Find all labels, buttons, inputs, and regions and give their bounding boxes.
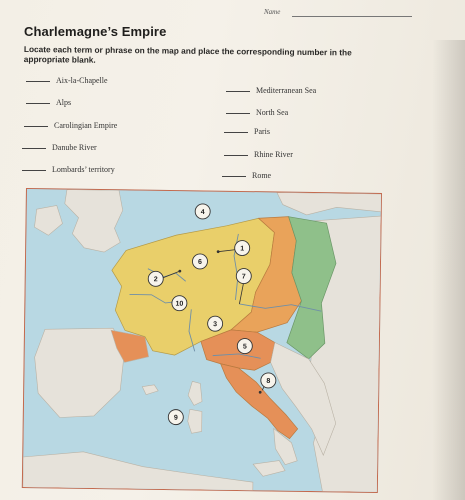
term-label: Rome	[252, 171, 272, 180]
term-danube-river	[22, 143, 97, 152]
marker-1[interactable]	[235, 240, 250, 255]
term-label: Lombards’ territory	[52, 165, 115, 174]
marker-7-label: 7	[241, 273, 246, 281]
marker-8[interactable]	[261, 373, 276, 388]
term-aix-la-chapelle	[26, 76, 108, 85]
term-carolingian-empire	[24, 121, 117, 130]
term-rhine-river	[224, 150, 293, 159]
marker-2-label: 2	[153, 276, 158, 284]
page-title: Charlemagne’s Empire	[24, 24, 167, 39]
term-alps	[26, 98, 71, 107]
answer-blank[interactable]	[22, 170, 46, 171]
term-label: North Sea	[256, 108, 289, 117]
marker-2[interactable]	[148, 271, 163, 286]
marker-10-label: 10	[175, 300, 184, 308]
answer-blank[interactable]	[226, 91, 250, 92]
name-label: Name	[264, 8, 281, 16]
marker-3-label: 3	[213, 321, 218, 329]
term-lombards-territory	[22, 165, 115, 174]
term-label: Rhine River	[254, 150, 293, 159]
marker-8-label: 8	[266, 377, 271, 385]
marker-9[interactable]	[168, 410, 183, 425]
answer-blank[interactable]	[22, 148, 46, 149]
answer-blank[interactable]	[26, 103, 50, 104]
empire-map	[22, 188, 382, 493]
page-shadow	[432, 40, 465, 500]
name-blank[interactable]	[292, 16, 412, 17]
map-svg	[23, 189, 382, 493]
answer-blank[interactable]	[226, 113, 250, 114]
term-rome	[222, 171, 271, 180]
term-paris	[224, 127, 270, 136]
term-label: Aix-la-Chapelle	[56, 76, 108, 85]
term-label: Danube River	[52, 143, 97, 152]
marker-5-label: 5	[242, 343, 247, 351]
term-label: Paris	[254, 127, 270, 136]
answer-blank[interactable]	[222, 176, 246, 177]
marker-4[interactable]	[195, 204, 210, 219]
term-north-sea	[226, 108, 288, 117]
marker-3[interactable]	[208, 316, 223, 331]
marker-10[interactable]	[172, 296, 187, 311]
marker-5[interactable]	[237, 338, 252, 353]
marker-9-label: 9	[173, 414, 178, 422]
answer-blank[interactable]	[24, 126, 48, 127]
marker-4-label: 4	[200, 208, 205, 216]
term-label: Alps	[56, 98, 72, 107]
term-label: Mediterranean Sea	[256, 86, 317, 95]
marker-6-label: 6	[197, 258, 202, 266]
answer-blank[interactable]	[26, 81, 50, 82]
term-mediterranean-sea	[226, 86, 316, 95]
marker-1-label: 1	[240, 245, 245, 253]
marker-6[interactable]	[192, 254, 207, 269]
term-label: Carolingian Empire	[54, 121, 118, 130]
answer-blank[interactable]	[224, 155, 248, 156]
instructions: Locate each term or phrase on the map and place the corresponding number in the appropriate blank.	[23, 44, 352, 65]
answer-blank[interactable]	[224, 132, 248, 133]
marker-7[interactable]	[236, 268, 251, 283]
